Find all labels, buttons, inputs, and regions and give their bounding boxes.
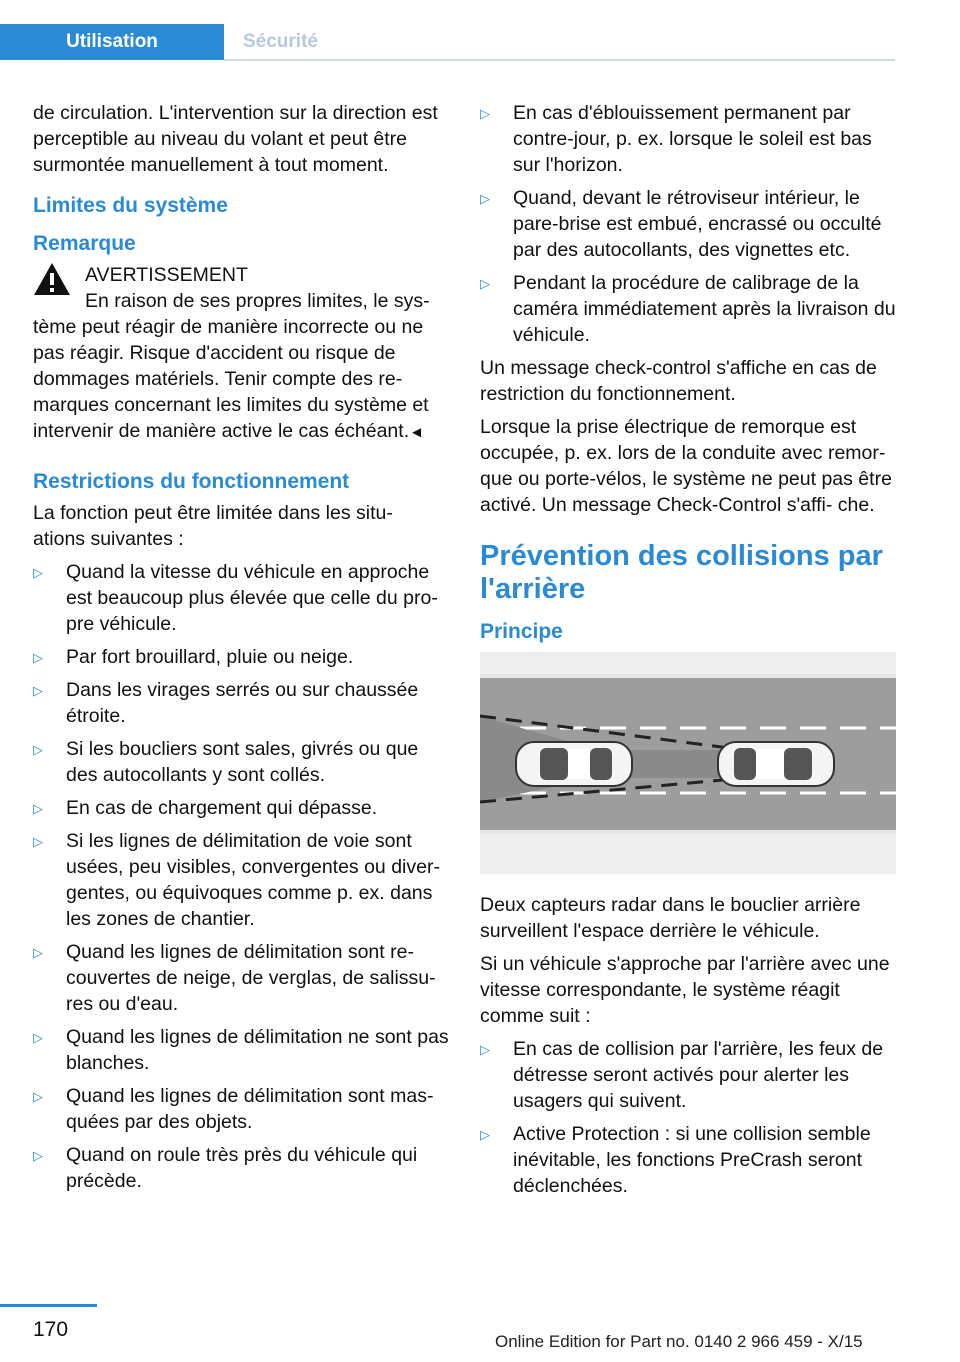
remark-heading: Remarque: [33, 232, 136, 255]
warning-title: AVERTISSEMENT: [85, 264, 248, 286]
footer-accent-line: [0, 1304, 97, 1307]
list-item-text: Si les lignes de délimitation de voie sont usées, peu visibles, convergentes ou diver‐ gentes, ou équivoques comme p. ex. dans les zones de chantier.: [66, 830, 440, 930]
list-item: [33, 795, 449, 821]
restrictions-heading: Restrictions du fonctionnement: [33, 470, 350, 493]
bullet-triangle-icon: ▷: [33, 742, 43, 757]
restrictions-intro: La fonction peut être limitée dans les situ‐ ations suivantes :: [33, 502, 393, 550]
list-item: [33, 1142, 449, 1194]
list-item: [33, 828, 449, 932]
list-item: [33, 1083, 449, 1135]
warning-block: [33, 262, 449, 446]
tab-utilisation[interactable]: Utilisation: [0, 24, 224, 60]
tab-securite[interactable]: Sécurité: [243, 31, 318, 52]
list-item: [480, 185, 896, 263]
list-item: [33, 939, 449, 1017]
left-column: [33, 100, 449, 1201]
right-column: [480, 100, 896, 1206]
principle-heading: Principe: [480, 620, 563, 643]
list-item: [33, 1024, 449, 1076]
list-item-text: Quand les lignes de délimitation sont re‐ couvertes de neige, de verglas, de salissu‐ res ou d'eau.: [66, 941, 436, 1015]
list-item-text: Par fort brouillard, pluie ou neige.: [66, 646, 354, 668]
list-item-text: Si les boucliers sont sales, givrés ou que des autocollants y sont collés.: [66, 738, 419, 786]
list-item-text: En cas d'éblouissement permanent par contre-jour, p. ex. lorsque le soleil est bas sur l'horizon.: [513, 102, 872, 176]
list-item-text: En cas de chargement qui dépasse.: [66, 797, 378, 819]
list-item-text: Pendant la procédure de calibrage de la caméra immédiatement après la livraison du véhicule.: [513, 272, 896, 346]
list-item-text: Quand la vitesse du véhicule en approche est beaucoup plus élevée que celle du pro‐ pre véhicule.: [66, 561, 438, 635]
list-item: [480, 100, 896, 178]
limits-heading: Limites du système: [33, 194, 228, 217]
bullet-triangle-icon: ▷: [33, 834, 43, 849]
list-item: [33, 736, 449, 788]
end-mark-icon: ◄: [409, 424, 424, 441]
bullet-triangle-icon: ▷: [33, 650, 43, 665]
bullet-triangle-icon: ▷: [33, 1089, 43, 1104]
list-item: [33, 677, 449, 729]
list-item-text: Quand les lignes de délimitation sont mas‐ quées par des objets.: [66, 1085, 434, 1133]
approach-paragraph: Si un véhicule s'approche par l'arrière avec une vitesse correspondante, le système réagit comme suit :: [480, 953, 890, 1027]
trailer-paragraph: Lorsque la prise électrique de remorque est occupée, p. ex. lors de la conduite avec remor‐ que ou porte-vélos, le système ne peut pas être activé. Un message Check-Control s'affi‐ che.: [480, 416, 892, 516]
bullet-triangle-icon: ▷: [33, 1030, 43, 1045]
warning-first-line: En raison de ses propres limites, le sys‐: [85, 290, 430, 312]
list-item-text: Quand on roule très près du véhicule qui précède.: [66, 1144, 418, 1192]
bullet-triangle-icon: ▷: [33, 1148, 43, 1163]
warning-text: tème peut réagir de manière incorrecte ou ne pas réagir. Risque d'accident ou risque de dommages matériels. Tenir compte des re‐ marques concernant les limites du système et intervenir de manière active le cas échéant.: [33, 316, 429, 442]
rear-collision-illustration: [480, 652, 896, 874]
list-item-text: Quand, devant le rétroviseur intérieur, le pare-brise est embué, encrassé ou occulté par des autocollants, des vignettes etc.: [513, 187, 882, 261]
restrictions-list: [33, 559, 449, 1194]
bullet-triangle-icon: ▷: [480, 191, 490, 206]
own-car-icon: [718, 742, 834, 786]
reaction-list: [480, 1036, 896, 1199]
radar-paragraph: Deux capteurs radar dans le bouclier arrière surveillent l'espace derrière le véhicule.: [480, 894, 861, 942]
bullet-triangle-icon: ▷: [480, 1127, 490, 1142]
edition-note: Online Edition for Part no. 0140 2 966 459 - X/15: [495, 1332, 863, 1351]
bullet-triangle-icon: ▷: [33, 945, 43, 960]
page-number: 170: [33, 1318, 69, 1341]
bullet-triangle-icon: ▷: [480, 276, 490, 291]
list-item: [33, 559, 449, 637]
bullet-triangle-icon: ▷: [480, 106, 490, 121]
list-item-text: En cas de collision par l'arrière, les feux de détresse seront activés pour alerter les usagers qui suivent.: [513, 1038, 884, 1112]
restrictions-list-continued: [480, 100, 896, 348]
check-control-paragraph: Un message check-control s'affiche en cas de restriction du fonctionnement.: [480, 357, 877, 405]
list-item: [480, 1121, 896, 1199]
section-tabs: [0, 24, 895, 62]
following-car-icon: [516, 742, 632, 786]
intro-paragraph: de circulation. L'intervention sur la direction est perceptible au niveau du volant et peut être surmontée manuellement à tout moment.: [33, 102, 438, 176]
section-heading: Prévention des collisions par l'arrière: [480, 540, 883, 605]
tab-underline: [224, 59, 895, 61]
list-item: [33, 644, 449, 670]
bullet-triangle-icon: ▷: [33, 801, 43, 816]
list-item-text: Quand les lignes de délimitation ne sont pas blanches.: [66, 1026, 449, 1074]
list-item-text: Active Protection : si une collision semble inévitable, les fonctions PreCrash seront déclenchées.: [513, 1123, 871, 1197]
bullet-triangle-icon: ▷: [480, 1042, 490, 1057]
bullet-triangle-icon: ▷: [33, 565, 43, 580]
bullet-triangle-icon: ▷: [33, 683, 43, 698]
list-item: [480, 1036, 896, 1114]
list-item: [480, 270, 896, 348]
list-item-text: Dans les virages serrés ou sur chaussée étroite.: [66, 679, 419, 727]
warning-triangle-icon: [33, 262, 71, 296]
